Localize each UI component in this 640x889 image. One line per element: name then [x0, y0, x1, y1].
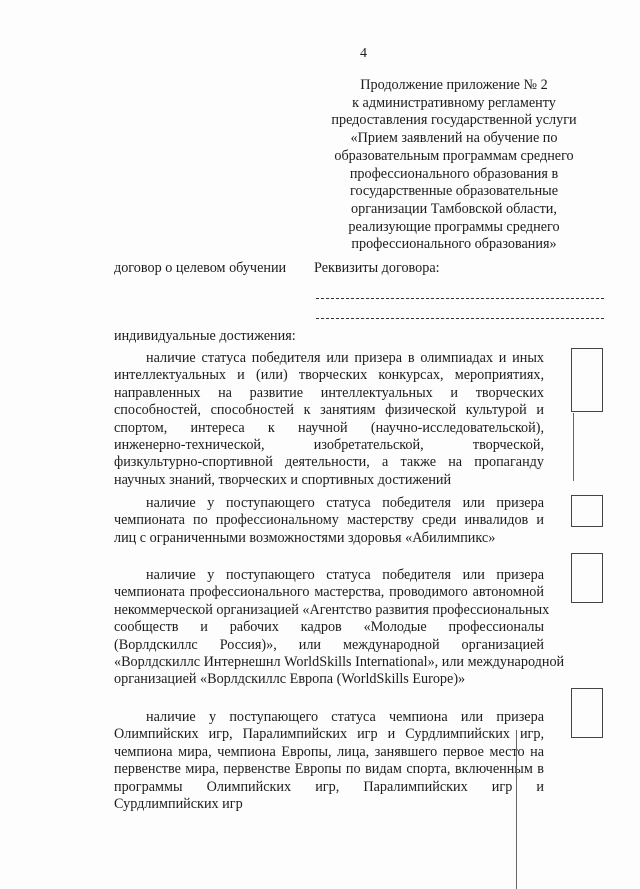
header-line: Продолжение приложение № 2	[360, 77, 548, 93]
header-line: профессионального образования в	[349, 165, 559, 182]
paragraph-line: (Ворлдскиллс Россия)», или международной организацией	[114, 636, 544, 653]
paragraph-line: некоммерческой организацией «Агентство развития профессиональных	[114, 601, 550, 618]
header-line: реализующие программы среднего	[348, 218, 560, 235]
scan-artifact-line	[573, 413, 574, 481]
paragraph-line: наличие статуса победителя или призера в олимпиадах и иных	[146, 350, 544, 366]
page-number: 4	[360, 46, 367, 61]
achievement-checkbox-olympic-champion[interactable]	[571, 688, 603, 738]
achievements-title: индивидуальные достижения:	[114, 328, 296, 344]
paragraph-line: интеллектуальных и (или) творческих конкурсах, мероприятиях,	[114, 367, 544, 384]
paragraph-line: организацией «Ворлдскиллс Европа (WorldSkills Europe)»	[114, 671, 466, 688]
paragraph-line: научных знаний, творческих и спортивных достижений	[114, 471, 452, 488]
achievement-item-olympiads	[114, 350, 544, 489]
header-line: предоставления государственной услуги	[331, 112, 577, 129]
header-line: организации Тамбовской области,	[351, 200, 557, 217]
paragraph-line: лиц с ограниченными возможностями здоровья «Абилимпикс»	[114, 529, 496, 546]
paragraph-line: Сурдлимпийских игр	[114, 796, 243, 813]
paragraph-line: чемпиона мира, чемпиона Европы, лица, занявшего первое место на	[114, 743, 544, 760]
scan-artifact-line	[516, 730, 517, 889]
paragraph-line: наличие у поступающего статуса победителя или призера	[146, 495, 544, 511]
paragraph-line: наличие у поступающего статуса чемпиона или призера	[146, 709, 544, 725]
achievement-checkbox-olympiads[interactable]	[571, 348, 603, 412]
achievement-item-abilympics	[114, 495, 544, 547]
contract-details-blank-line[interactable]	[316, 298, 604, 299]
contract-details-label: Реквизиты договора:	[314, 260, 440, 276]
achievement-checkbox-worldskills[interactable]	[571, 553, 603, 603]
paragraph-line: чемпионата профессионального мастерства, проводимого автономной	[114, 584, 544, 601]
paragraph-line: наличие у поступающего статуса победителя или призера	[146, 567, 544, 583]
achievement-checkbox-abilympics[interactable]	[571, 495, 603, 527]
paragraph-line: первенстве мира, первенстве Европы по видам спорта, включенным в	[114, 761, 544, 778]
paragraph-line: сообществ и рабочих кадров «Молодые профессионалы	[114, 619, 544, 636]
paragraph-line: чемпионата по профессиональному мастерству среди инвалидов и	[114, 512, 544, 529]
appendix-header	[316, 77, 592, 254]
header-line: «Прием заявлений на обучение по	[350, 130, 558, 147]
contract-details-blank-line[interactable]	[316, 318, 604, 319]
paragraph-line: направленных на развитие интеллектуальных и творческих	[114, 384, 544, 401]
paragraph-line: Олимпийских игр, Паралимпийских игр и Сурдлимпийских игр,	[114, 726, 544, 743]
header-line: профессионального образования»	[351, 236, 557, 253]
achievement-item-worldskills	[114, 567, 565, 689]
contract-label: договор о целевом обучении	[114, 260, 287, 276]
paragraph-line: физкультурно-спортивной деятельности, а также на пропаганду	[114, 454, 544, 471]
achievement-item-olympic-champion	[114, 709, 544, 813]
paragraph-line: программы Олимпийских игр, Паралимпийских игр и	[114, 778, 544, 795]
paragraph-line: спортом, интереса к научной (научно-исследовательской),	[114, 419, 544, 436]
header-line: образовательным программам среднего	[334, 147, 574, 164]
paragraph-line: способностей, способностей к занятиям физической культурой и	[114, 402, 544, 419]
header-line: к административному регламенту	[352, 94, 556, 111]
header-line: государственные образовательные	[349, 183, 559, 200]
paragraph-line: инженерно-технической, изобретательской, творческой,	[114, 437, 544, 454]
paragraph-line: «Ворлдскиллс Интернешнл WorldSkills International», или международной	[114, 654, 565, 671]
